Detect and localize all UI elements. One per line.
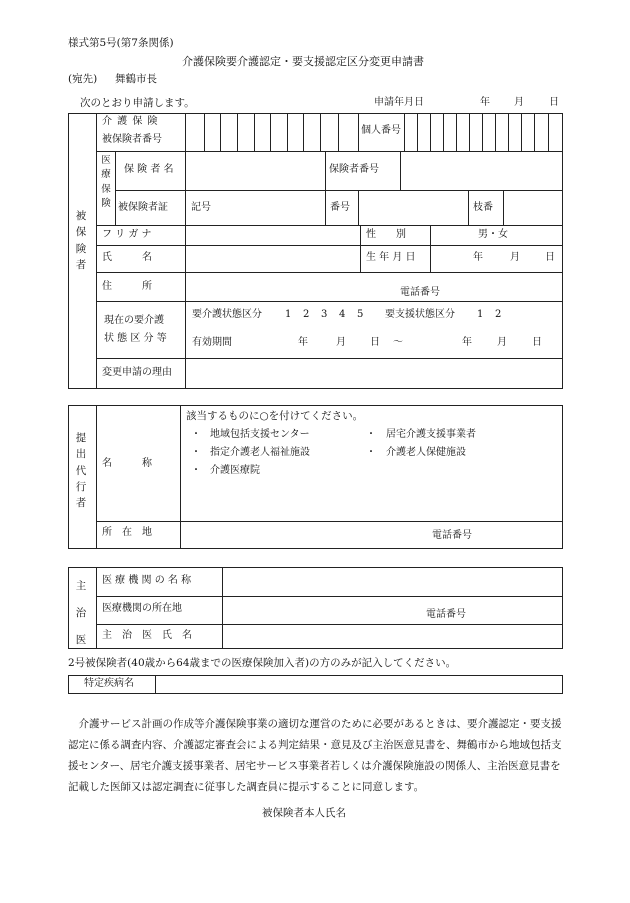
bullet-icon: ・ bbox=[191, 447, 201, 458]
agent-phone-label: 電話番号 bbox=[432, 530, 472, 541]
personal-number-label: 個人番号 bbox=[361, 125, 401, 136]
care-level-5[interactable]: 5 bbox=[357, 309, 364, 320]
valid-to-year[interactable]: 年 bbox=[462, 337, 472, 348]
valid-to-day[interactable]: 日 bbox=[532, 337, 542, 348]
specified-disease-label: 特定疾病名 bbox=[84, 678, 134, 689]
birth-month[interactable]: 月 bbox=[510, 252, 520, 263]
agent-option-welfare-facility[interactable]: 指定介護老人福祉施設 bbox=[210, 447, 310, 458]
insured-phone-label: 電話番号 bbox=[400, 287, 440, 298]
change-reason-label: 変更申請の理由 bbox=[102, 367, 172, 378]
care-level-label: 要介護状態区分 bbox=[192, 309, 262, 320]
consent-text: 介護サービス計画の作成等介護保険事業の適切な運営のために必要があるときは、要介護認定・要支援認定に係る調査内容、介護認定審査会による判定結果・意見及び主治医意見書を、舞鶴市から地域包括支援センター、居宅介護支援事業者、居宅サービス事業者若しくは介護保険施設の関係人、主治医意見書を記載した医師又は認定調査に従事した調査員に提示することに同意します。 bbox=[68, 718, 562, 793]
facility-address-label: 医療機関の所在地 bbox=[102, 603, 182, 614]
agent-section-label: 提出代行者 bbox=[75, 432, 87, 510]
current-status-label-1: 現在の要介護 bbox=[104, 315, 164, 326]
valid-period-label: 有効期間 bbox=[192, 337, 232, 348]
date-day[interactable]: 日 bbox=[549, 97, 559, 108]
doctor-section-label: 主治医 bbox=[75, 580, 87, 646]
facility-name-label: 医 療 機 関 の 名 称 bbox=[102, 575, 192, 586]
form-number: 様式第5号(第7条関係) bbox=[68, 37, 174, 49]
care-level-4[interactable]: 4 bbox=[339, 309, 346, 320]
signature-label: 被保険者本人氏名 bbox=[262, 807, 346, 819]
period-tilde: ～ bbox=[393, 337, 403, 348]
doctor-name-label: 主 治 医 氏 名 bbox=[102, 630, 192, 641]
birthdate-label: 生 年 月 日 bbox=[366, 252, 416, 263]
insured-section-label: 被保険者 bbox=[75, 210, 87, 271]
date-label: 申請年月日 bbox=[374, 97, 424, 108]
agent-instruction: 該当するものに○を付けてください。 bbox=[186, 410, 364, 422]
lead-text: 次のとおり申請します。 bbox=[80, 97, 195, 109]
care-level-3[interactable]: 3 bbox=[321, 309, 328, 320]
valid-from-year[interactable]: 年 bbox=[298, 337, 308, 348]
date-year[interactable]: 年 bbox=[480, 97, 490, 108]
address-label: 住 所 bbox=[102, 281, 152, 292]
furigana-label: フ リ ガ ナ bbox=[102, 229, 152, 240]
agent-location-label: 所 在 地 bbox=[102, 527, 152, 538]
name-label: 氏 名 bbox=[102, 252, 152, 263]
agent-option-medical-care-institute[interactable]: 介護医療院 bbox=[210, 465, 260, 476]
care-level-1[interactable]: 1 bbox=[285, 309, 292, 320]
insurer-name-label: 保 険 者 名 bbox=[124, 164, 174, 175]
birth-day[interactable]: 日 bbox=[545, 252, 555, 263]
agent-name-label: 名 称 bbox=[102, 458, 152, 469]
bullet-icon: ・ bbox=[366, 429, 376, 440]
form-title: 介護保険要介護認定・要支援認定区分変更申請書 bbox=[182, 55, 424, 68]
support-level-label: 要支援状態区分 bbox=[385, 309, 455, 320]
card-number-label: 番号 bbox=[330, 202, 350, 213]
insured-card-label: 被保険者証 bbox=[118, 202, 168, 213]
insurance-number-label-1: 介 護 保 険 bbox=[102, 116, 159, 127]
date-month[interactable]: 月 bbox=[514, 97, 524, 108]
support-level-1[interactable]: 1 bbox=[477, 309, 484, 320]
insurer-number-label: 保険者番号 bbox=[329, 164, 379, 175]
valid-from-day[interactable]: 日 bbox=[370, 337, 380, 348]
card-branch-label: 枝番 bbox=[473, 202, 493, 213]
card-symbol-label: 記号 bbox=[191, 202, 211, 213]
bullet-icon: ・ bbox=[191, 465, 201, 476]
medical-insurance-label: 医療保険 bbox=[101, 155, 111, 209]
birth-year[interactable]: 年 bbox=[473, 252, 483, 263]
current-status-label-2: 状 態 区 分 等 bbox=[104, 333, 167, 344]
sex-options[interactable]: 男・女 bbox=[478, 229, 508, 240]
valid-to-month[interactable]: 月 bbox=[497, 337, 507, 348]
doctor-phone-label: 電話番号 bbox=[426, 609, 466, 620]
care-level-2[interactable]: 2 bbox=[303, 309, 310, 320]
insurance-number-label-2: 被保険者番号 bbox=[102, 134, 162, 145]
agent-option-home-care-support[interactable]: 居宅介護支援事業者 bbox=[386, 429, 476, 440]
type2-note: 2号被保険者(40歳から64歳までの医療保険加入者)の方のみが記入してください。 bbox=[68, 657, 457, 669]
agent-option-health-facility[interactable]: 介護老人保健施設 bbox=[386, 447, 466, 458]
bullet-icon: ・ bbox=[366, 447, 376, 458]
sex-label: 性 別 bbox=[366, 229, 406, 240]
addressee: 舞鶴市長 bbox=[115, 73, 157, 85]
agent-option-comprehensive-center[interactable]: 地域包括支援センター bbox=[210, 429, 310, 440]
support-level-2[interactable]: 2 bbox=[495, 309, 502, 320]
valid-from-month[interactable]: 月 bbox=[336, 337, 346, 348]
addressee-label: (宛先) bbox=[68, 73, 98, 85]
bullet-icon: ・ bbox=[191, 429, 201, 440]
